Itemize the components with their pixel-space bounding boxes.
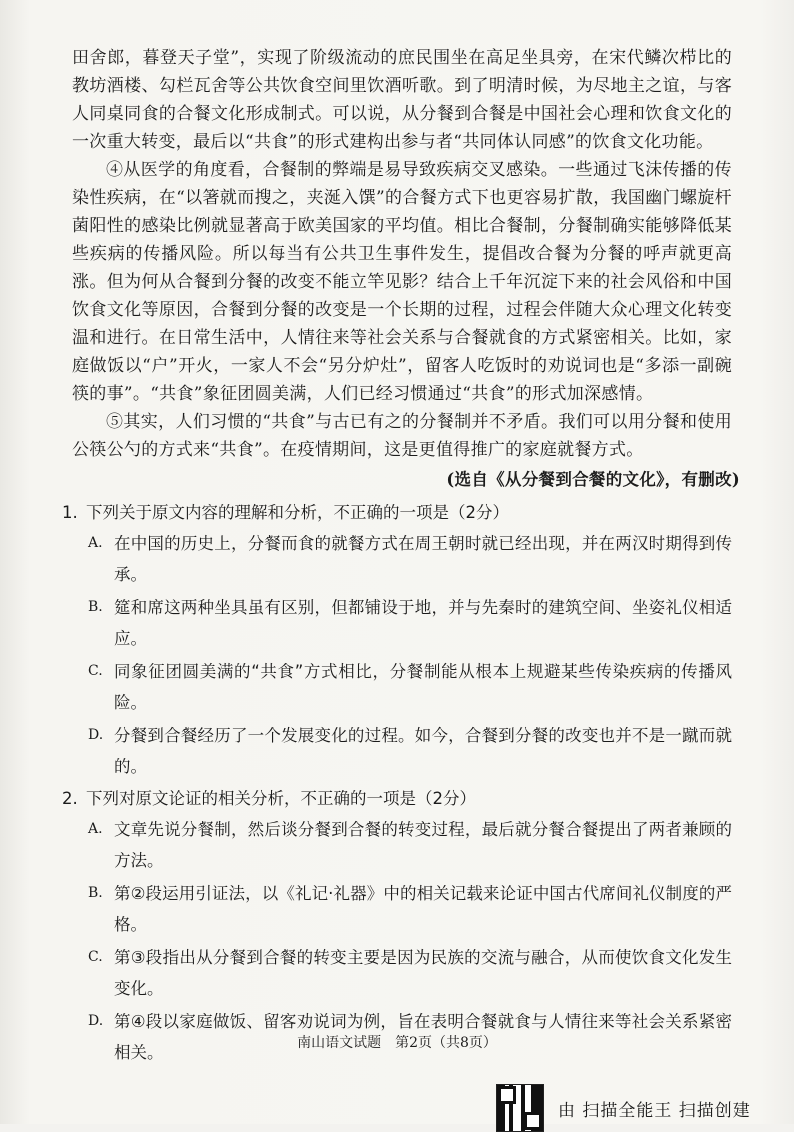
question-text: 下列关于原文内容的理解和分析，不正确的一项是（2分） — [86, 503, 509, 522]
passage-paragraph-3-end: 田舍郎，暮登天子堂”，实现了阶级流动的庶民围坐在高足坐具旁，在宋代鳞次栉比的教坊酒楼、勾栏瓦舍等公共饮食空间里饮酒听歌。到了明清时候，为尽地主之谊，与客人同桌同食的合餐文化形成制式。可以说，从分餐到合餐是中国社会心理和饮食文化的一次重大转变，最后以“共食”的形式建构出参与者“共同体认同感”的饮食文化功能。 — [72, 48, 732, 152]
exam-page — [62, 44, 740, 1070]
option-text: 第③段指出从分餐到合餐的转变主要是因为民族的交流与融合，从而使饮食文化发生变化。 — [114, 948, 732, 998]
question-2 — [62, 784, 732, 1068]
reading-passage — [72, 44, 740, 494]
option-letter: C. — [88, 949, 103, 965]
option-text: 分餐到合餐经历了一个发展变化的过程。如今，合餐到分餐的改变也并不是一蹴而就的。 — [114, 726, 732, 776]
option-text: 文章先说分餐制，然后谈分餐到合餐的转变过程，最后就分餐合餐提出了两者兼顾的方法。 — [114, 820, 732, 870]
question-number: 2. — [62, 789, 78, 808]
option-a[interactable] — [88, 528, 732, 590]
option-b[interactable] — [88, 592, 732, 654]
passage-source: (选自《从分餐到合餐的文化》，有删改) — [446, 470, 740, 489]
option-text: 第②段运用引证法，以《礼记·礼器》中的相关记载来论证中国古代席间礼仪制度的严格。 — [114, 884, 732, 934]
option-text: 同象征团圆美满的“共食”方式相比，分餐制能从根本上规避某些传染疾病的传播风险。 — [114, 662, 732, 712]
option-list — [88, 528, 732, 782]
question-text: 下列对原文论证的相关分析，不正确的一项是（2分） — [86, 789, 476, 808]
question-list — [62, 498, 732, 1068]
option-letter: D. — [88, 1013, 104, 1029]
option-a[interactable] — [88, 814, 732, 876]
option-b[interactable] — [88, 878, 732, 940]
passage-paragraph-4: ④从医学的角度看，合餐制的弊端是易导致疾病交叉感染。一些通过飞沫传播的传染性疾病，在“以箸就而搜之，夹涎入馔”的合餐方式下也更容易扩散，我国幽门螺旋杆菌阳性的感染比例就显著高于欧美国家的平均值。相比合餐制，分餐制确实能够降低某些疾病的传播风险。所以每当有公共卫生事件发生，提倡改合餐为分餐的呼声就更高涨。但为何从合餐到分餐的改变不能立竿见影？结合上千年沉淀下来的社会风俗和中国饮食文化等原因，合餐到分餐的改变是一个长期的过程，过程会伴随大众心理文化转变温和进行。在日常生活中，人情往来等社会关系与合餐就食的方式紧密相关。比如，家庭做饭以“户”开火，一家人不会“另分炉灶”，留客人吃饭时的劝说词也是“多添一副碗筷的事”。“共食”象征团圆美满，人们已经习惯通过“共食”的形式加深感情。 — [72, 160, 732, 404]
scanner-watermark — [496, 1084, 751, 1132]
option-text: 在中国的历史上，分餐而食的就餐方式在周王朝时就已经出现，并在两汉时期得到传承。 — [114, 534, 732, 584]
question-stem — [62, 498, 732, 528]
option-letter: A. — [88, 535, 103, 551]
question-number: 1. — [62, 503, 78, 522]
option-list — [88, 814, 732, 1068]
option-text: 第④段以家庭做饭、留客劝说词为例，旨在表明合餐就食与人情往来等社会关系紧密相关。 — [114, 1012, 732, 1062]
question-1 — [62, 498, 732, 782]
option-c[interactable] — [88, 656, 732, 718]
option-letter: A. — [88, 821, 103, 837]
option-letter: C. — [88, 663, 103, 679]
qr-code-icon — [496, 1084, 544, 1132]
page-footer: 南山语文试题 第2页（共8页） — [297, 1035, 497, 1051]
option-d[interactable] — [88, 720, 732, 782]
option-letter: B. — [88, 885, 103, 901]
option-letter: D. — [88, 727, 104, 743]
option-letter: B. — [88, 599, 103, 615]
passage-paragraph-5: ⑤其实，人们习惯的“共食”与古已有之的分餐制并不矛盾。我们可以用分餐和使用公筷公勺的方式来“共食”。在疫情期间，这是更值得推广的家庭就餐方式。 — [72, 412, 732, 460]
option-c[interactable] — [88, 942, 732, 1004]
option-text: 筵和席这两种坐具虽有区别，但都铺设于地，并与先秦时的建筑空间、坐姿礼仪相适应。 — [114, 598, 732, 648]
question-stem — [62, 784, 732, 814]
watermark-text: 由 扫描全能王 扫描创建 — [558, 1100, 751, 1121]
